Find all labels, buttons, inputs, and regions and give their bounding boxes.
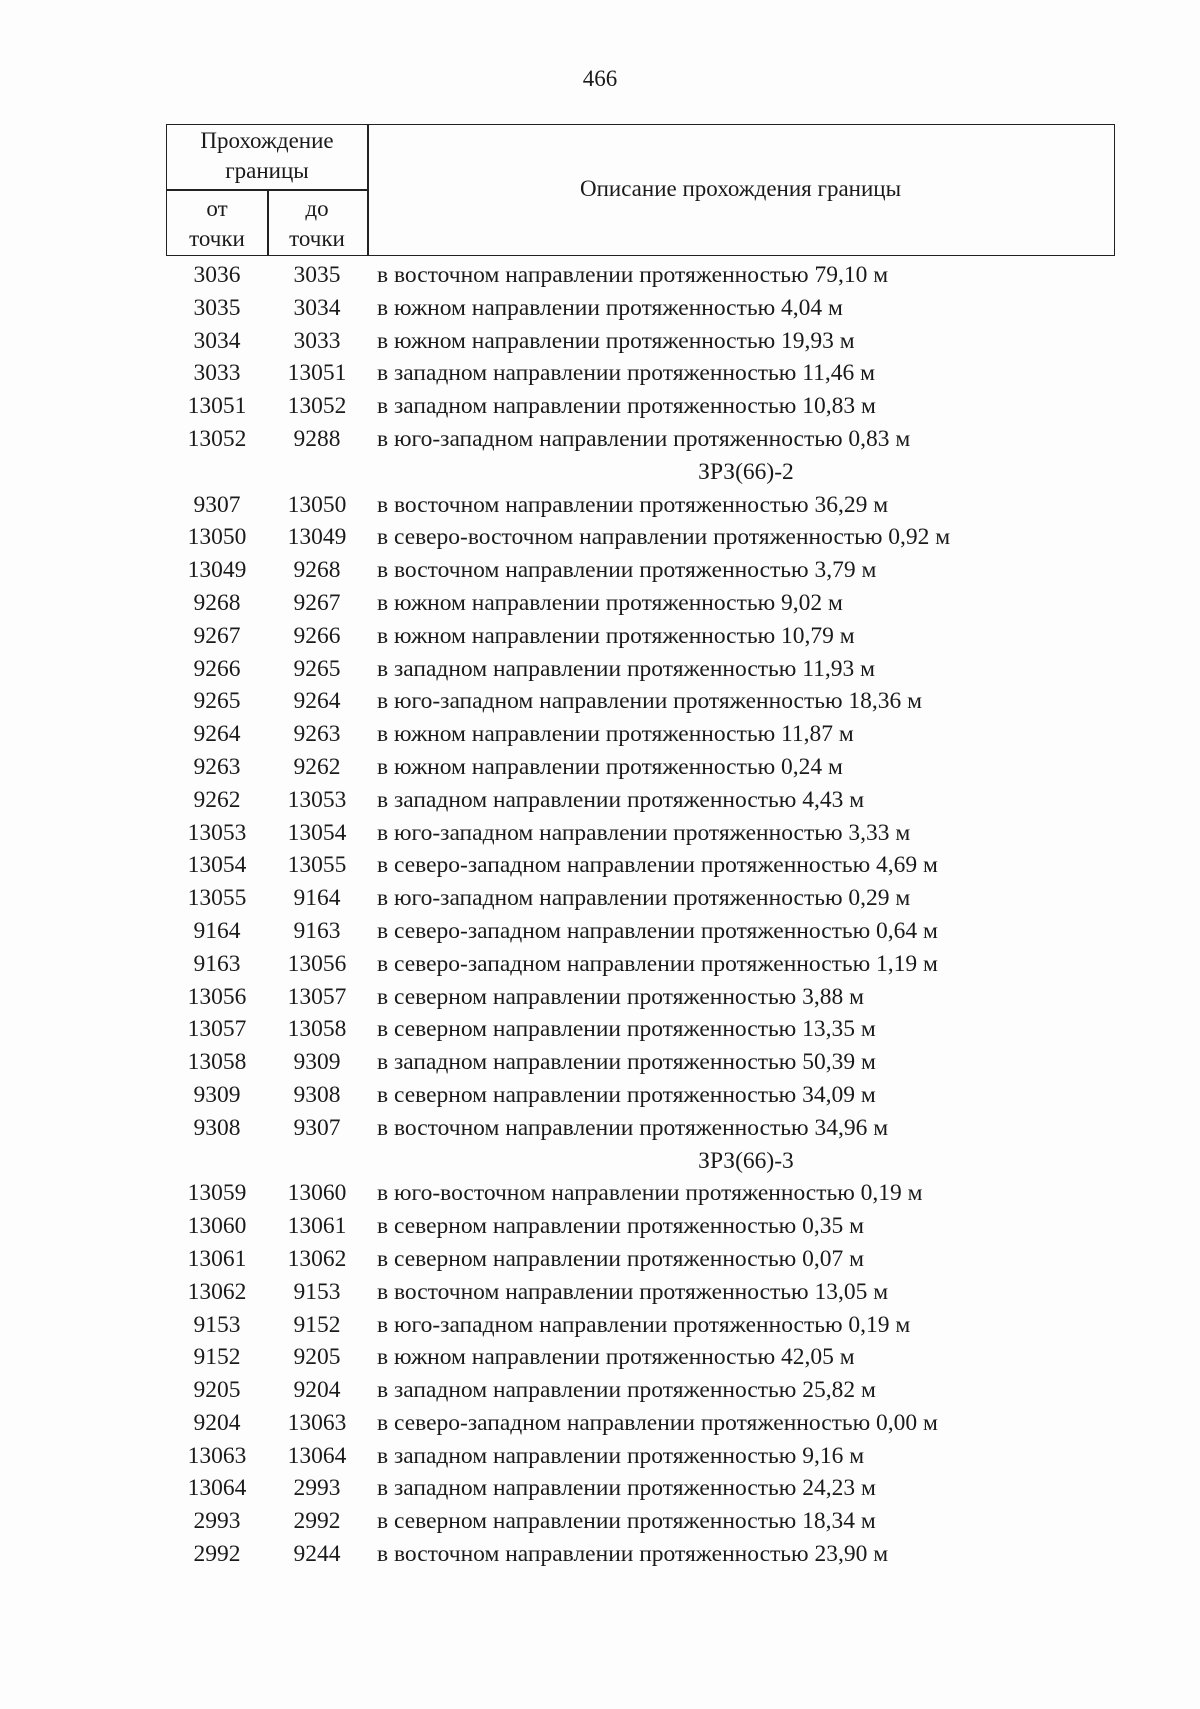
table-row: [0, 1210, 1200, 1243]
from-point: 13063: [187, 1442, 247, 1469]
to-point: 9164: [293, 885, 341, 912]
section-row: [0, 456, 1200, 489]
section-title: ЗРЗ(66)-3: [698, 1147, 794, 1174]
from-point: 3034: [193, 327, 241, 354]
to-point: 13057: [287, 983, 347, 1010]
to-point: 2992: [293, 1508, 341, 1535]
boundary-description: в южном направлении протяженностью 11,87 м: [377, 721, 854, 748]
to-point: 9308: [293, 1081, 341, 1108]
table-row: [0, 1407, 1200, 1440]
boundary-description: в западном направлении протяженностью 24,23 м: [377, 1475, 876, 1502]
from-point: 9263: [193, 753, 241, 780]
boundary-description: в северо-западном направлении протяженностью 0,00 м: [377, 1409, 938, 1436]
table-row: [0, 1112, 1200, 1145]
table-body: [0, 259, 1200, 1571]
from-point: 13055: [187, 885, 247, 912]
boundary-description: в восточном направлении протяженностью 79,10 м: [377, 262, 889, 288]
from-point: 9204: [193, 1409, 241, 1436]
to-point: 9267: [293, 589, 341, 616]
to-point: 9152: [293, 1311, 341, 1338]
to-point: 13050: [287, 491, 347, 518]
to-point: 13058: [287, 1016, 347, 1043]
to-point: 13052: [287, 393, 347, 420]
table-row: [0, 784, 1200, 817]
from-point: 13064: [187, 1475, 247, 1502]
table-row: [0, 1440, 1200, 1473]
from-point: 9152: [193, 1344, 241, 1371]
header-group-label-2: границы: [225, 158, 309, 183]
to-point: 13060: [287, 1180, 347, 1207]
to-point: 13049: [287, 524, 347, 551]
from-point: 3036: [193, 262, 241, 288]
boundary-description: в восточном направлении протяженностью 3,79 м: [377, 557, 877, 584]
to-point: 13062: [287, 1245, 347, 1272]
header-to-1: до: [305, 196, 329, 221]
to-point: 3034: [293, 294, 341, 321]
from-point: 9308: [193, 1114, 241, 1141]
from-point: 9307: [193, 491, 241, 518]
to-point: 9268: [293, 557, 341, 584]
from-point: 9265: [193, 688, 241, 715]
to-point: 9265: [293, 655, 341, 682]
boundary-description: в северном направлении протяженностью 0,35 м: [377, 1213, 864, 1240]
boundary-description: в северном направлении протяженностью 3,88 м: [377, 983, 864, 1010]
boundary-description: в западном направлении протяженностью 11,93 м: [377, 655, 875, 682]
boundary-description: в западном направлении протяженностью 50,39 м: [377, 1049, 876, 1076]
boundary-description: в юго-западном направлении протяженностью 0,83 м: [377, 425, 911, 452]
page-number: 466: [582, 66, 618, 91]
from-point: 3033: [193, 360, 241, 387]
boundary-description: в южном направлении протяженностью 4,04 м: [377, 294, 843, 321]
boundary-description: в западном направлении протяженностью 10,83 м: [377, 393, 876, 420]
from-point: 9264: [193, 721, 241, 748]
boundary-description: в северном направлении протяженностью 13,35 м: [377, 1016, 876, 1043]
boundary-description: в южном направлении протяженностью 42,05 м: [377, 1344, 855, 1371]
to-point: 9244: [293, 1541, 341, 1568]
to-point: 9263: [293, 721, 341, 748]
to-point: 9264: [293, 688, 341, 715]
table-row: [0, 620, 1200, 653]
from-point: 3035: [193, 294, 241, 321]
table-row: [0, 653, 1200, 686]
table-row: [0, 817, 1200, 850]
to-point: 9266: [293, 622, 341, 649]
boundary-description: в восточном направлении протяженностью 13,05 м: [377, 1278, 889, 1305]
from-point: 9205: [193, 1377, 241, 1404]
from-point: 13061: [187, 1245, 247, 1272]
boundary-description: в южном направлении протяженностью 9,02 м: [377, 589, 843, 616]
boundary-description: в южном направлении протяженностью 10,79 м: [377, 622, 855, 649]
to-point: 13051: [287, 360, 347, 387]
to-point: 9204: [293, 1377, 341, 1404]
from-point: 13062: [187, 1278, 247, 1305]
boundary-description: в юго-восточном направлении протяженностью 0,19 м: [377, 1180, 923, 1207]
to-point: 9262: [293, 753, 341, 780]
table-row: [0, 1472, 1200, 1505]
header-group-label-1: Прохождение: [200, 128, 334, 153]
from-point: 13059: [187, 1180, 247, 1207]
from-point: 9309: [193, 1081, 241, 1108]
to-point: 3033: [293, 327, 341, 354]
to-point: 13054: [287, 819, 347, 846]
to-point: 13064: [287, 1442, 347, 1469]
table-row: [0, 587, 1200, 620]
from-point: 13058: [187, 1049, 247, 1076]
boundary-description: в южном направлении протяженностью 0,24 м: [377, 753, 843, 780]
table-row: [0, 981, 1200, 1014]
table-row: [0, 915, 1200, 948]
table-row: [0, 1177, 1200, 1210]
header-from-2: точки: [189, 226, 245, 251]
boundary-description: в северо-западном направлении протяженностью 4,69 м: [377, 852, 938, 879]
table-row: [0, 849, 1200, 882]
table-row: [0, 1013, 1200, 1046]
table-row: [0, 685, 1200, 718]
boundary-description: в северо-западном направлении протяженностью 1,19 м: [377, 950, 938, 977]
from-point: 9164: [193, 917, 241, 944]
table-row: [0, 325, 1200, 358]
boundary-description: в западном направлении протяженностью 25,82 м: [377, 1377, 876, 1404]
boundary-description: в северном направлении протяженностью 0,07 м: [377, 1245, 864, 1272]
table-row: [0, 1276, 1200, 1309]
from-point: 13056: [187, 983, 247, 1010]
boundary-description: в северо-восточном направлении протяженностью 0,92 м: [377, 524, 951, 551]
to-point: 9309: [293, 1049, 341, 1076]
section-row: [0, 1145, 1200, 1178]
from-point: 9153: [193, 1311, 241, 1338]
to-point: 13056: [287, 950, 347, 977]
boundary-description: в восточном направлении протяженностью 36,29 м: [377, 491, 889, 518]
from-point: 2992: [193, 1541, 241, 1568]
from-point: 9267: [193, 622, 241, 649]
table-row: [0, 1374, 1200, 1407]
table-row: [0, 882, 1200, 915]
boundary-description: в южном направлении протяженностью 19,93 м: [377, 327, 855, 354]
to-point: 9307: [293, 1114, 341, 1141]
to-point: 3035: [293, 262, 341, 288]
from-point: 9266: [193, 655, 241, 682]
to-point: 2993: [293, 1475, 341, 1502]
from-point: 13053: [187, 819, 247, 846]
boundary-description: в юго-западном направлении протяженностью 3,33 м: [377, 819, 911, 846]
boundary-description: в северном направлении протяженностью 34,09 м: [377, 1081, 876, 1108]
from-point: 13049: [187, 557, 247, 584]
boundary-description: в восточном направлении протяженностью 34,96 м: [377, 1114, 889, 1141]
from-point: 13050: [187, 524, 247, 551]
from-point: 13060: [187, 1213, 247, 1240]
table-row: [0, 259, 1200, 292]
from-point: 13051: [187, 393, 247, 420]
header-to-2: точки: [289, 226, 345, 251]
to-point: 13063: [287, 1409, 347, 1436]
to-point: 13061: [287, 1213, 347, 1240]
boundary-description: в юго-западном направлении протяженностью 0,29 м: [377, 885, 911, 912]
table-row: [0, 390, 1200, 423]
header-description: Описание прохождения границы: [579, 176, 902, 201]
table-row: [0, 1538, 1200, 1571]
table-row: [0, 751, 1200, 784]
from-point: 13054: [187, 852, 247, 879]
table-row: [0, 357, 1200, 390]
table-row: [0, 1341, 1200, 1374]
table-row: [0, 292, 1200, 325]
boundary-description: в западном направлении протяженностью 9,16 м: [377, 1442, 865, 1469]
table-row: [0, 521, 1200, 554]
table-row: [0, 1079, 1200, 1112]
to-point: 9205: [293, 1344, 341, 1371]
table-row: [0, 1243, 1200, 1276]
boundary-description: в северо-западном направлении протяженностью 0,64 м: [377, 917, 938, 944]
table-row: [0, 554, 1200, 587]
table-row: [0, 1046, 1200, 1079]
to-point: 9153: [293, 1278, 341, 1305]
section-title: ЗРЗ(66)-2: [698, 458, 794, 485]
boundary-description: в восточном направлении протяженностью 23,90 м: [377, 1541, 889, 1568]
table-row: [0, 489, 1200, 522]
to-point: 13053: [287, 786, 347, 813]
boundary-description: в северном направлении протяженностью 18,34 м: [377, 1508, 876, 1535]
boundary-description: в западном направлении протяженностью 11,46 м: [377, 360, 875, 387]
table-row: [0, 1309, 1200, 1342]
to-point: 9288: [293, 425, 341, 452]
from-point: 2993: [193, 1508, 241, 1535]
table-row: [0, 423, 1200, 456]
table-row: [0, 1505, 1200, 1538]
table-row: [0, 948, 1200, 981]
from-point: 13052: [187, 425, 247, 452]
to-point: 13055: [287, 852, 347, 879]
to-point: 9163: [293, 917, 341, 944]
table-row: [0, 718, 1200, 751]
from-point: 13057: [187, 1016, 247, 1043]
boundary-description: в юго-западном направлении протяженностью 0,19 м: [377, 1311, 911, 1338]
boundary-description: в юго-западном направлении протяженностью 18,36 м: [377, 688, 922, 715]
from-point: 9268: [193, 589, 241, 616]
from-point: 9262: [193, 786, 241, 813]
boundary-description: в западном направлении протяженностью 4,43 м: [377, 786, 865, 813]
header-from-1: от: [206, 196, 228, 221]
table-header: [166, 124, 1115, 256]
from-point: 9163: [193, 950, 241, 977]
